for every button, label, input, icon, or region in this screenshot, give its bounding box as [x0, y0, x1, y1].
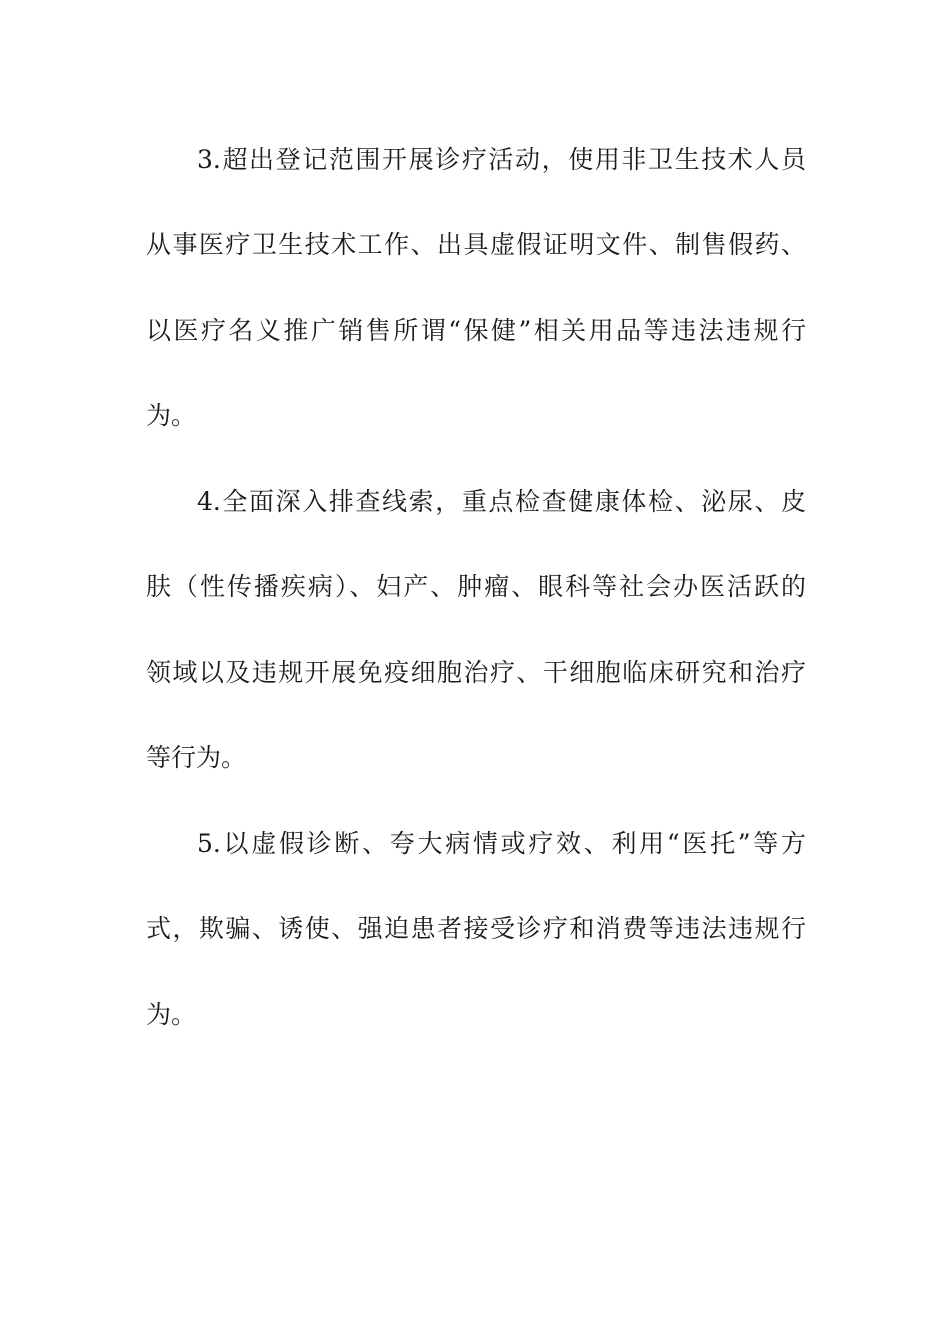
paragraph-3-line-4: 为。: [146, 401, 197, 430]
paragraph-4-line-1: 4.全面深入排查线索，重点检查健康体检、泌尿、皮: [197, 487, 806, 516]
paragraph-5-line-2: 式，欺骗、诱使、强迫患者接受诊疗和消费等违法违规行: [146, 914, 806, 943]
paragraph-3-line-1: 3.超出登记范围开展诊疗活动，使用非卫生技术人员: [197, 145, 806, 174]
paragraph-3-line-2: 从事医疗卫生技术工作、出具虚假证明文件、制售假药、: [146, 230, 806, 259]
paragraph-4-line-2: 肤（性传播疾病）、妇产、肿瘤、眼科等社会办医活跃的: [146, 572, 806, 601]
paragraph-4-line-4: 等行为。: [146, 743, 247, 772]
paragraph-3-line-3: 以医疗名义推广销售所谓“保健”相关用品等违法违规行: [146, 316, 806, 345]
paragraph-5-line-3: 为。: [146, 1000, 197, 1029]
paragraph-4-line-3: 领域以及违规开展免疫细胞治疗、干细胞临床研究和治疗: [146, 658, 806, 687]
paragraph-5-line-1: 5.以虚假诊断、夸大病情或疗效、利用“医托”等方: [197, 829, 806, 858]
